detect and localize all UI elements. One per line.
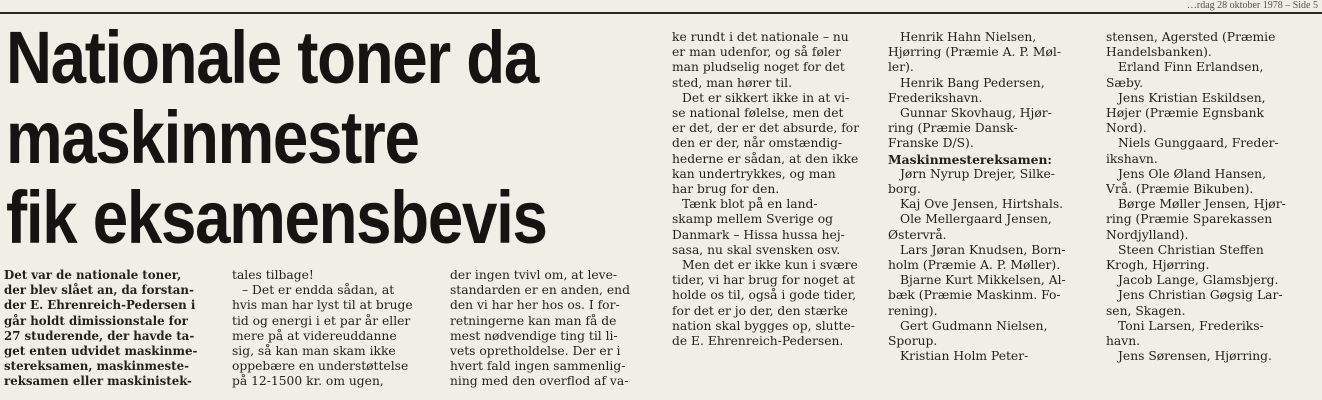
list-item: Handelsbanken). bbox=[1106, 45, 1212, 60]
text-line: skamp mellem Sverige og bbox=[672, 212, 833, 227]
masthead-dateline: …rdag 28 oktober 1978 – Side 5 bbox=[1186, 0, 1318, 11]
list-item: havn. bbox=[1106, 334, 1141, 349]
list-item: Nord). bbox=[1106, 121, 1147, 136]
text-line: standarden er en anden, end bbox=[450, 283, 630, 298]
list-item: Jacob Lange, Glamsbjerg. bbox=[1118, 273, 1279, 288]
list-item: Sæby. bbox=[1106, 75, 1144, 90]
list-item: ikshavn. bbox=[1106, 151, 1158, 166]
article-column-4 bbox=[672, 30, 877, 400]
list-item: Krogh, Hjørring. bbox=[1106, 258, 1210, 273]
text-line: Tænk blot på en land- bbox=[682, 197, 818, 212]
text-line: hvert fald ingen sammenlig- bbox=[450, 359, 626, 374]
list-item: Erland Finn Erlandsen, bbox=[1118, 60, 1264, 75]
text-line: går holdt dimissionstale for bbox=[4, 313, 188, 328]
text-line: ning med den overflod af va- bbox=[450, 374, 629, 389]
list-item: Gunnar Skovhaug, Hjør- bbox=[900, 106, 1052, 121]
list-item: Gert Gudmann Nielsen, bbox=[900, 318, 1048, 333]
article-lead-column bbox=[4, 268, 214, 400]
list-item: Bjarne Kurt Mikkelsen, Al- bbox=[900, 273, 1066, 288]
text-line: 27 studerende, der havde ta- bbox=[4, 328, 195, 343]
list-item: Hjørring (Præmie A. P. Møl- bbox=[888, 45, 1061, 60]
text-line: retningerne kan man få de bbox=[450, 313, 617, 328]
headline-line-3: fik eksamensbevis bbox=[6, 176, 547, 259]
list-item: Jørn Nyrup Drejer, Silke- bbox=[900, 166, 1055, 181]
list-item: Henrik Bang Pedersen, bbox=[900, 75, 1045, 90]
list-item: sen, Skagen. bbox=[1106, 303, 1186, 318]
text-line: den er der, når omstændig- bbox=[672, 136, 843, 151]
text-line: der ingen tvivl om, at leve- bbox=[450, 268, 618, 282]
text-line: se national følelse, men det bbox=[672, 106, 844, 121]
list-item: bæk (Præmie Maskinm. Fo- bbox=[888, 288, 1061, 303]
text-line: hederne er sådan, at den ikke bbox=[672, 151, 859, 166]
text-line: – Det er endda sådan, at bbox=[242, 283, 395, 298]
list-item: ler). bbox=[888, 60, 914, 75]
list-item: ring (Præmie Dansk- bbox=[888, 121, 1018, 136]
text-line: vets opretholdelse. Der er i bbox=[450, 344, 621, 359]
list-item: Kaj Ove Jensen, Hirtshals. bbox=[900, 197, 1064, 212]
list-item: Vrå. (Præmie Bikuben). bbox=[1106, 182, 1254, 197]
list-item: Ole Mellergaard Jensen, bbox=[900, 212, 1052, 227]
text-line: Danmark – Hissa hussa hej- bbox=[672, 227, 845, 242]
list-item: Frederikshavn. bbox=[888, 90, 983, 105]
text-line: for det er jo der, den stærke bbox=[672, 303, 848, 318]
masthead-rule bbox=[0, 12, 1322, 14]
text-line: Det var de nationale toner, bbox=[4, 268, 182, 282]
list-item: Toni Larsen, Frederiks- bbox=[1118, 318, 1264, 333]
text-line: kan undertrykkes, og man bbox=[672, 166, 836, 181]
text-line: ke rundt i det nationale – nu bbox=[672, 30, 849, 44]
list-item: Kristian Holm Peter- bbox=[900, 349, 1029, 364]
text-line: mere på at videreuddanne bbox=[232, 328, 397, 343]
text-line: tid og energi i et par år eller bbox=[232, 313, 411, 328]
text-line: hvis man har lyst til at bruge bbox=[232, 298, 413, 313]
article-column-3 bbox=[450, 268, 660, 400]
text-line: stereksamen, maskinmeste- bbox=[4, 359, 190, 374]
list-item: holm (Præmie A. P. Møller). bbox=[888, 258, 1061, 273]
text-line: der blev slået an, da forstan- bbox=[4, 283, 194, 298]
graduates-list-column-2 bbox=[1106, 30, 1318, 400]
section-subhead: Maskinmestereksamen: bbox=[888, 151, 1052, 167]
text-line: reksamen eller maskinistek- bbox=[4, 374, 192, 389]
list-item: Østervrå. bbox=[888, 227, 947, 242]
headline-line-2: maskinmestre bbox=[6, 96, 419, 179]
graduates-list-column-1 bbox=[888, 30, 1098, 400]
text-line: holde os til, også i gode tider, bbox=[672, 288, 857, 303]
text-line: sted, man hører til. bbox=[672, 75, 793, 90]
text-line: tales tilbage! bbox=[232, 268, 314, 282]
text-line: nation skal bygges op, slutte- bbox=[672, 318, 855, 333]
list-item: Jens Sørensen, Hjørring. bbox=[1118, 349, 1272, 364]
list-item: Jens Christian Gøgsig Lar- bbox=[1118, 288, 1283, 303]
list-item: Steen Christian Steffen bbox=[1118, 242, 1264, 257]
list-item: Henrik Hahn Nielsen, bbox=[900, 30, 1037, 44]
text-line: sig, så kan man skam ikke bbox=[232, 344, 396, 359]
text-line: get enten udvidet maskinme- bbox=[4, 344, 198, 359]
article-column-2 bbox=[232, 268, 437, 400]
list-item: Børge Møller Jensen, Hjør- bbox=[1118, 197, 1286, 212]
list-item: borg. bbox=[888, 182, 921, 197]
text-line: har brug for den. bbox=[672, 182, 780, 197]
list-item: Jens Kristian Eskildsen, bbox=[1118, 90, 1266, 105]
article-headline bbox=[6, 18, 556, 258]
list-item: Jens Ole Øland Hansen, bbox=[1118, 166, 1266, 181]
text-line: er det, der er det absurde, for bbox=[672, 121, 860, 136]
text-line: de E. Ehrenreich-Pedersen. bbox=[672, 334, 844, 349]
list-item: Sporup. bbox=[888, 334, 938, 349]
text-line: sasa, nu skal svensken osv. bbox=[672, 242, 841, 257]
list-item: rening). bbox=[888, 303, 938, 318]
text-line: tider, vi har brug for noget at bbox=[672, 273, 855, 288]
text-line: der E. Ehrenreich-Pedersen i bbox=[4, 298, 196, 313]
text-line: oppebære en understøttelse bbox=[232, 359, 409, 374]
list-item: Lars Jøran Knudsen, Born- bbox=[900, 242, 1066, 257]
list-item: ring (Præmie Sparekassen bbox=[1106, 212, 1273, 227]
list-item: Niels Gunggaard, Freder- bbox=[1118, 136, 1279, 151]
text-line: Det er sikkert ikke in at vi- bbox=[682, 90, 850, 105]
headline-line-1: Nationale toner da bbox=[6, 16, 538, 99]
text-line: mest nødvendige ting til li- bbox=[450, 328, 618, 343]
list-item: Franske D/S). bbox=[888, 136, 974, 151]
list-item: Højer (Præmie Egnsbank bbox=[1106, 106, 1264, 121]
text-line: er man udenfor, og så føler bbox=[672, 45, 841, 60]
list-item: stensen, Agersted (Præmie bbox=[1106, 30, 1276, 44]
list-item: Nordjylland). bbox=[1106, 227, 1189, 242]
text-line: den vi har her hos os. I for- bbox=[450, 298, 620, 313]
text-line: Men det er ikke kun i svære bbox=[682, 258, 858, 273]
text-line: på 12-1500 kr. om ugen, bbox=[232, 374, 384, 389]
text-line: man pludselig noget for det bbox=[672, 60, 845, 75]
